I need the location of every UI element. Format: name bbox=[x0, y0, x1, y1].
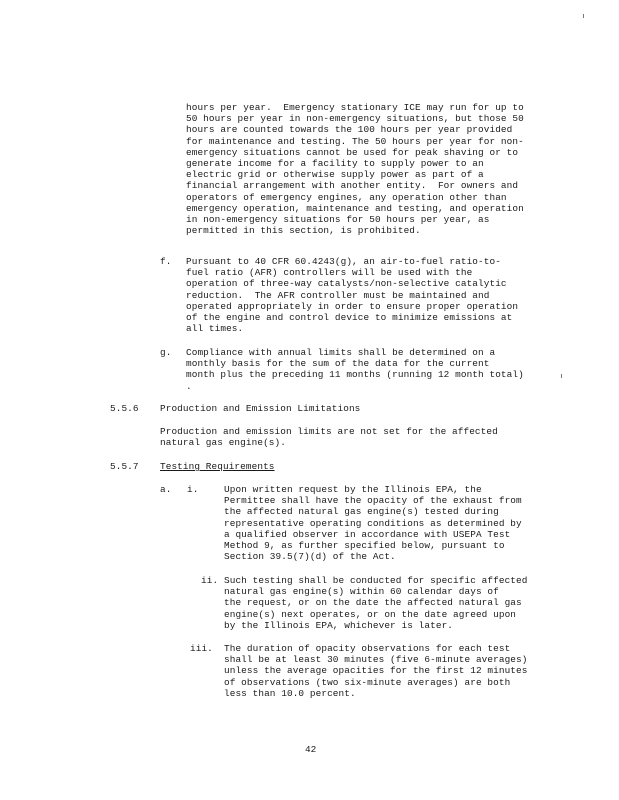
text-line: Method 9, as further specified below, pursuant to bbox=[224, 540, 505, 552]
text-line: shall be at least 30 minutes (five 6-minute averages) bbox=[224, 654, 528, 666]
item-f-label: f. bbox=[160, 256, 172, 267]
subitem-ii-text bbox=[224, 575, 527, 631]
text-line: reduction. The AFR controller must be maintained and bbox=[186, 289, 490, 301]
text-line: natural gas engine(s) within 60 calendar days of bbox=[224, 586, 499, 598]
text-line: electric grid or otherwise supply power as part of a bbox=[186, 169, 484, 181]
text-line: of the engine and control device to minimize emissions at bbox=[186, 312, 513, 324]
text-line: operation of three-way catalysts/non-selective catalytic bbox=[186, 278, 507, 290]
text-line: monthly basis for the sum of the data for the current bbox=[186, 358, 490, 370]
text-line: of observations (two six-minute averages) are both bbox=[224, 676, 511, 688]
item-g-label: g. bbox=[160, 347, 172, 358]
text-line: Production and emission limits are not set for the affected bbox=[160, 426, 498, 437]
subitem-i-label: i. bbox=[187, 484, 199, 495]
text-line: financial arrangement with another entity. For owners and bbox=[186, 180, 519, 192]
text-line: Section 39.5(7)(d) of the Act. bbox=[224, 551, 396, 563]
text-line: fuel ratio (AFR) controllers will be used with the bbox=[186, 267, 473, 279]
section-number: 5.5.6 bbox=[110, 403, 139, 414]
text-line: . bbox=[186, 380, 192, 392]
text-line: operators of emergency engines, any operation other than bbox=[186, 191, 507, 203]
scan-mark bbox=[583, 14, 584, 18]
subitem-ii-label: ii. bbox=[201, 575, 219, 586]
text-line: Pursuant to 40 CFR 60.4243(g), an air-to-fuel ratio-to- bbox=[186, 256, 501, 267]
item-a-label: a. bbox=[160, 484, 172, 495]
text-line: in non-emergency situations for 50 hours per year, as bbox=[186, 214, 490, 226]
text-line: the request, or on the date the affected natural gas bbox=[224, 597, 522, 609]
text-line: emergency situations cannot be used for peak shaving or to bbox=[186, 146, 519, 158]
text-line: operated appropriately in order to ensure proper operation bbox=[186, 300, 519, 312]
text-line: 50 hours per year in non-emergency situations, but those 50 bbox=[186, 113, 524, 125]
subitem-i-text bbox=[224, 484, 522, 562]
text-line: generate income for a facility to supply power to an bbox=[186, 158, 484, 170]
text-line: hours are counted towards the 100 hours per year provided bbox=[186, 124, 513, 136]
scan-mark bbox=[561, 374, 562, 378]
text-line: Permittee shall have the opacity of the exhaust from bbox=[224, 495, 522, 507]
subitem-iii-label: iii. bbox=[190, 643, 213, 654]
text-line: Compliance with annual limits shall be determined on a bbox=[186, 347, 496, 358]
text-line: unless the average opacities for the first 12 minutes bbox=[224, 665, 528, 677]
text-line: less than 10.0 percent. bbox=[224, 687, 356, 699]
text-line: all times. bbox=[186, 323, 244, 335]
text-line: Such testing shall be conducted for specific affected bbox=[224, 575, 528, 586]
section-heading: Production and Emission Limitations bbox=[160, 403, 361, 414]
subitem-iii-text bbox=[224, 643, 527, 699]
section-number: 5.5.7 bbox=[110, 461, 139, 472]
text-line: engine(s) next operates, or on the date agreed upon bbox=[224, 608, 517, 620]
text-line: a qualified observer in accordance with USEPA Test bbox=[224, 528, 511, 540]
text-line: hours per year. Emergency stationary ICE may run for up to bbox=[186, 102, 524, 113]
text-line: Upon written request by the Illinois EPA, the bbox=[224, 484, 482, 495]
section-body bbox=[160, 426, 498, 448]
text-line: emergency operation, maintenance and testing, and operation bbox=[186, 202, 524, 214]
page-number: 42 bbox=[305, 744, 317, 755]
text-line: the affected natural gas engine(s) tested during bbox=[224, 506, 499, 518]
item-f-text bbox=[186, 256, 518, 334]
text-line: by the Illinois EPA, whichever is later. bbox=[224, 619, 454, 631]
text-line: The duration of opacity observations for each test bbox=[224, 643, 511, 654]
text-line: permitted in this section, is prohibited. bbox=[186, 225, 421, 237]
text-line: representative operating conditions as determined by bbox=[224, 517, 522, 529]
text-line: month plus the preceding 11 months (running 12 month total) bbox=[186, 369, 524, 381]
item-g-text bbox=[186, 347, 524, 392]
intro-paragraph bbox=[186, 102, 524, 236]
section-heading: Testing Requirements bbox=[160, 461, 275, 472]
text-line: natural gas engine(s). bbox=[160, 437, 286, 449]
text-line: for maintenance and testing. The 50 hours per year for non- bbox=[186, 135, 524, 147]
